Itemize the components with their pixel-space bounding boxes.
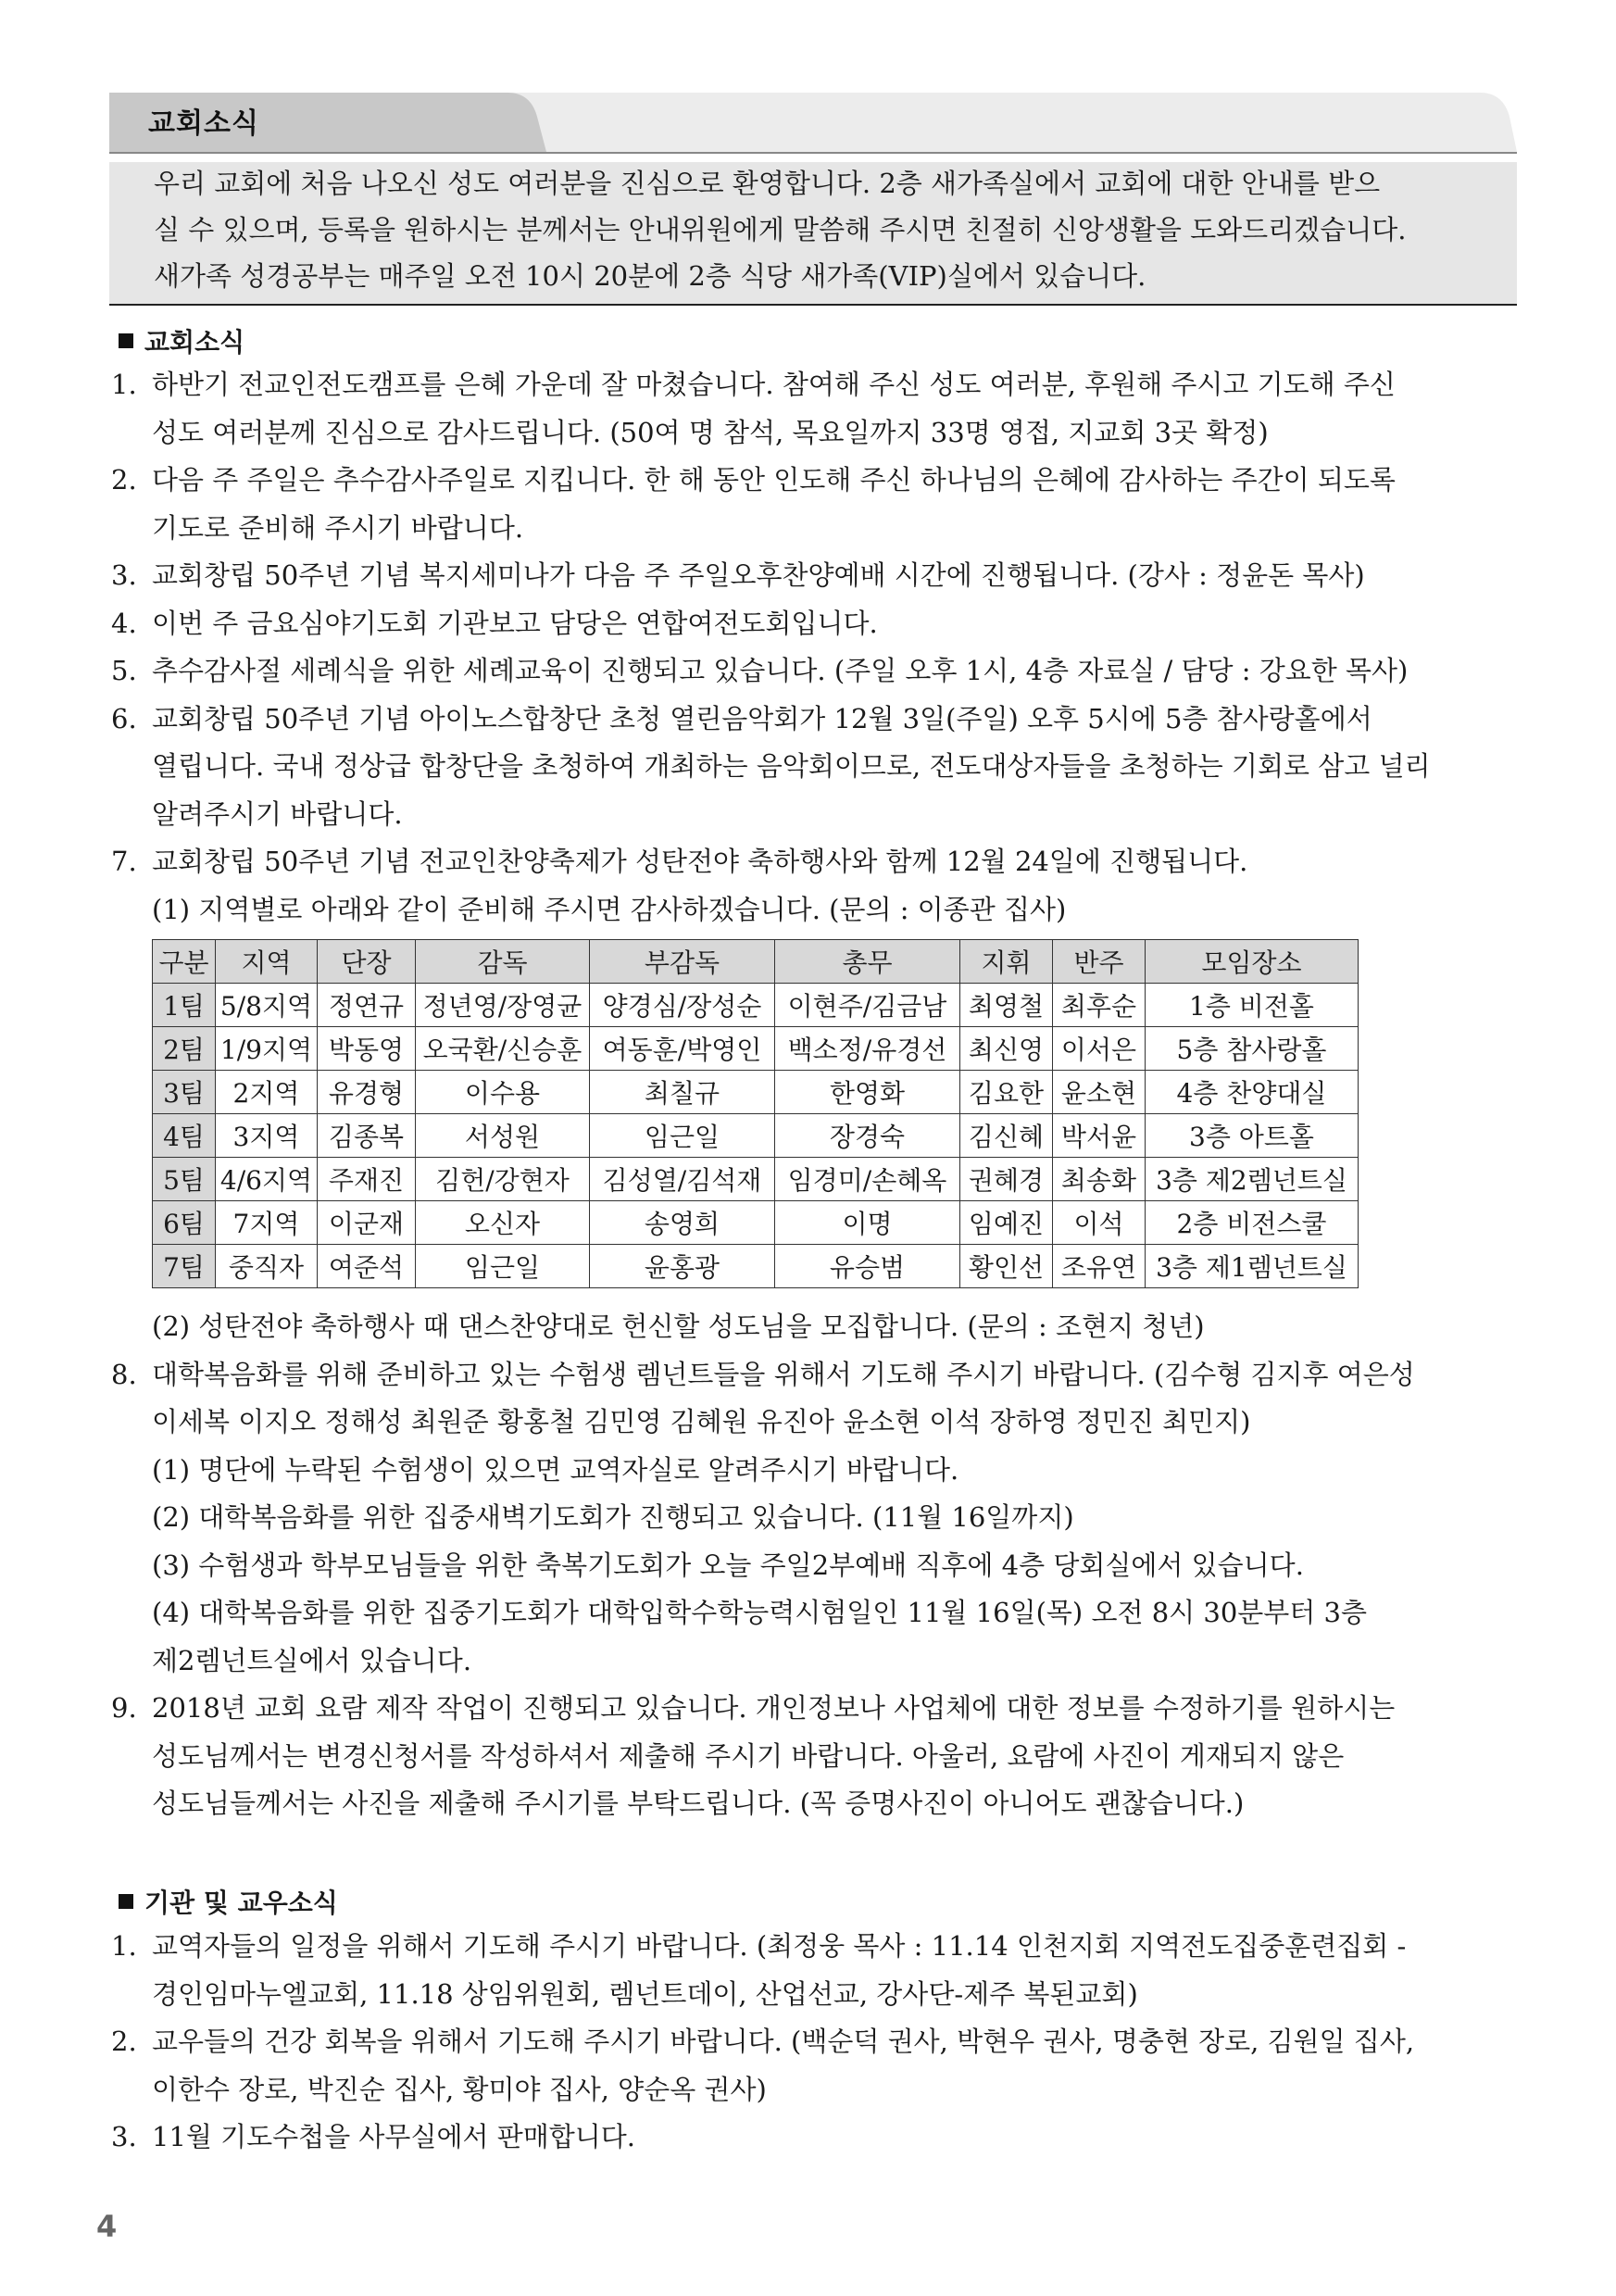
news-line [152, 1501, 1074, 1533]
section-header-bar [109, 89, 1517, 156]
page-title: 교회소식 [148, 107, 259, 140]
table-cell: 김성열/김석재 [590, 1158, 775, 1201]
table-cell: 최송화 [1053, 1158, 1146, 1201]
item-number: 9. [111, 1692, 137, 1724]
welcome-line: 우리 교회에 처음 나오신 성도 여러분을 진심으로 환영합니다. 2층 새가족실에서 교회에 대한 안내를 받으 [154, 168, 1381, 199]
item-text: 하반기 전교인전도캠프를 은혜 가운데 잘 마쳤습니다. 참여해 주신 성도 여러분, 후원해 주시고 기도해 주신 [152, 369, 1396, 400]
section-heading-text: 기관 및 교우소식 [144, 1888, 338, 1918]
news-line [111, 464, 1396, 496]
table-cell: 2지역 [216, 1071, 318, 1114]
news-line [111, 655, 1408, 686]
item-number: 8. [111, 1358, 137, 1390]
table-header-cell: 지휘 [960, 940, 1053, 984]
table-cell: 최영철 [960, 984, 1053, 1027]
table-cell: 3층 아트홀 [1146, 1114, 1359, 1158]
item-number: 5. [111, 655, 137, 686]
item-text: (3) 수험생과 학부모님들을 위한 축복기도회가 오늘 주일2부예배 직후에 4층 당회실에서 있습니다. [152, 1549, 1304, 1581]
team-name-cell: 5팀 [153, 1158, 216, 1201]
news-line [111, 559, 1365, 591]
table-cell: 여동훈/박영인 [590, 1027, 775, 1071]
news-line [152, 750, 1430, 782]
table-cell: 4/6지역 [216, 1158, 318, 1201]
item-text: 성도님께서는 변경신청서를 작성하셔서 제출해 주시기 바랍니다. 아울러, 요람에 사진이 게재되지 않은 [152, 1739, 1345, 1772]
news-line [111, 608, 878, 639]
item-text: 열립니다. 국내 정상급 합창단을 초청하여 개최하는 음악회이므로, 전도대상자들을 초청하는 기회로 삼고 널리 [152, 750, 1431, 782]
table-cell: 이석 [1053, 1201, 1146, 1245]
item-text: (1) 명단에 누락된 수험생이 있으면 교역자실로 알려주시기 바랍니다. [152, 1453, 959, 1486]
table-cell: 황인선 [960, 1245, 1053, 1288]
table-cell: 1/9지역 [216, 1027, 318, 1071]
table-row [153, 1158, 1359, 1201]
square-bullet-icon [119, 333, 133, 348]
header-tab-shape [109, 89, 1517, 156]
item-text: 대학복음화를 위해 준비하고 있는 수험생 렘넌트들을 위해서 기도해 주시기 바랍니다. (김수형 김지후 여은성 [152, 1358, 1415, 1390]
table-cell: 김종복 [318, 1114, 416, 1158]
table-cell: 1층 비전홀 [1146, 984, 1359, 1027]
team-name-cell: 6팀 [153, 1201, 216, 1245]
welcome-box [109, 162, 1517, 306]
table-cell: 김헌/강현자 [416, 1158, 590, 1201]
table-row [153, 984, 1359, 1027]
table-cell: 이명 [775, 1201, 960, 1245]
news-line [111, 1930, 1406, 1962]
square-bullet-icon [119, 1894, 133, 1909]
item-text: 제2렘넌트실에서 있습니다. [152, 1644, 472, 1676]
table-row [153, 1027, 1359, 1071]
news-line [152, 1454, 958, 1486]
welcome-line: 새가족 성경공부는 매주일 오전 10시 20분에 2층 식당 새가족(VIP)실에서 있습니다. [154, 260, 1146, 292]
item-text: (2) 대학복음화를 위한 집중새벽기도회가 진행되고 있습니다. (11월 16일까지) [152, 1501, 1074, 1533]
item-number: 7. [111, 846, 137, 877]
item-number: 2. [111, 464, 137, 496]
table-cell: 백소정/유경선 [775, 1027, 960, 1071]
table-cell: 정년영/장영균 [416, 984, 590, 1027]
table-cell: 이서은 [1053, 1027, 1146, 1071]
table-cell: 유승범 [775, 1245, 960, 1288]
news-line [152, 894, 1066, 925]
table-header-cell: 단장 [318, 940, 416, 984]
news-line [152, 1788, 1244, 1819]
welcome-line: 실 수 있으며, 등록을 원하시는 분께서는 안내위원에게 말씀해 주시면 친절히 신앙생활을 도와드리겠습니다. [154, 214, 1407, 245]
item-text: 2018년 교회 요람 제작 작업이 진행되고 있습니다. 개인정보나 사업체에 대한 정보를 수정하기를 원하시는 [152, 1692, 1396, 1724]
item-number: 3. [111, 559, 137, 591]
table-cell: 한영화 [775, 1071, 960, 1114]
team-name-cell: 1팀 [153, 984, 216, 1027]
news-line [111, 2026, 1414, 2057]
item-text: 교회창립 50주년 기념 복지세미나가 다음 주 주일오후찬양예배 시간에 진행됩니다. (강사 : 정윤돈 목사) [152, 559, 1365, 591]
table-cell: 정연규 [318, 984, 416, 1027]
team-name-cell: 2팀 [153, 1027, 216, 1071]
table-cell: 임근일 [416, 1245, 590, 1288]
item-text: (2) 성탄전야 축하행사 때 댄스찬양대로 헌신할 성도님을 모집합니다. (문의 : 조현지 청년) [152, 1311, 1205, 1342]
news-line [152, 1597, 1367, 1628]
table-cell: 윤홍광 [590, 1245, 775, 1288]
table-header-row [153, 940, 1359, 984]
table-cell: 최칠규 [590, 1071, 775, 1114]
team-name-cell: 7팀 [153, 1245, 216, 1288]
item-text: 이한수 장로, 박진순 집사, 황미야 집사, 양순옥 권사) [152, 2073, 767, 2105]
item-text: 성도님들께서는 사진을 제출해 주시기를 부탁드립니다. (꼭 증명사진이 아니어도 괜찮습니다.) [152, 1788, 1245, 1819]
item-text: 다음 주 주일은 추수감사주일로 지킵니다. 한 해 동안 인도해 주신 하나님의 은혜에 감사하는 주간이 되도록 [152, 464, 1396, 496]
team-name-cell: 4팀 [153, 1114, 216, 1158]
item-text: 교역자들의 일정을 위해서 기도해 주시기 바랍니다. (최정웅 목사 : 11.14 인천지회 지역전도집중훈련집회 - [152, 1930, 1407, 1962]
table-cell: 임경미/손혜옥 [775, 1158, 960, 1201]
item-text: 교우들의 건강 회복을 위해서 기도해 주시기 바랍니다. (백순덕 권사, 박현우 권사, 명충현 장로, 김원일 집사, [152, 2026, 1415, 2057]
item-text: (4) 대학복음화를 위한 집중기도회가 대학입학수학능력시험일인 11월 16일(목) 오전 8시 30분부터 3층 [152, 1597, 1367, 1628]
news-line [152, 2074, 767, 2105]
table-cell: 박서윤 [1053, 1114, 1146, 1158]
item-text: 알려주시기 바랍니다. [152, 797, 403, 830]
table-cell: 장경숙 [775, 1114, 960, 1158]
table-cell: 이현주/김금남 [775, 984, 960, 1027]
table-cell: 최신영 [960, 1027, 1053, 1071]
item-number: 4. [111, 607, 137, 639]
table-header-cell: 감독 [416, 940, 590, 984]
table-cell: 5층 참사랑홀 [1146, 1027, 1359, 1071]
table-cell: 김요한 [960, 1071, 1053, 1114]
table-cell: 유경형 [318, 1071, 416, 1114]
table-row [153, 1201, 1359, 1245]
table-cell: 3지역 [216, 1114, 318, 1158]
table-cell: 이수용 [416, 1071, 590, 1114]
item-text: 성도 여러분께 진심으로 감사드립니다. (50여 명 참석, 목요일까지 33명 영접, 지교회 3곳 확정) [152, 416, 1269, 448]
table-header-cell: 총무 [775, 940, 960, 984]
table-cell: 이군재 [318, 1201, 416, 1245]
table-cell: 박동영 [318, 1027, 416, 1071]
table-cell: 여준석 [318, 1245, 416, 1288]
table-row [153, 1114, 1359, 1158]
item-text: 교회창립 50주년 기념 아이노스합창단 초청 열린음악회가 12월 3일(주일) 오후 5시에 5층 참사랑홀에서 [152, 702, 1372, 734]
table-cell: 조유연 [1053, 1245, 1146, 1288]
news-line [152, 1406, 1250, 1437]
table-cell: 7지역 [216, 1201, 318, 1245]
table-cell: 송영희 [590, 1201, 775, 1245]
item-text: 이세복 이지오 정해성 최원준 황홍철 김민영 김혜원 유진아 윤소현 이석 장하영 정민진 최민지) [152, 1406, 1251, 1437]
table-cell: 중직자 [216, 1245, 318, 1288]
news-line [152, 1740, 1344, 1772]
news-line [111, 1359, 1415, 1390]
table-cell: 권혜경 [960, 1158, 1053, 1201]
item-text: 교회창립 50주년 기념 전교인찬양축제가 성탄전야 축하행사와 함께 12월 24일에 진행됩니다. [152, 846, 1248, 877]
item-text: 경인임마누엘교회, 11.18 상임위원회, 렘넌트데이, 산업선교, 강사단-제주 복된교회) [152, 1977, 1138, 2010]
news-line [152, 417, 1269, 448]
table-row [153, 1071, 1359, 1114]
table-cell: 5/8지역 [216, 984, 318, 1027]
table-header-cell: 모임장소 [1146, 940, 1359, 984]
table-cell: 주재진 [318, 1158, 416, 1201]
news-line [152, 1549, 1304, 1581]
team-name-cell: 3팀 [153, 1071, 216, 1114]
section-heading-church-news [119, 322, 244, 359]
item-text: 추수감사절 세례식을 위한 세례교육이 진행되고 있습니다. (주일 오후 1시, 4층 자료실 / 담당 : 강요한 목사) [152, 655, 1409, 686]
table-row [153, 1245, 1359, 1288]
news-line [111, 703, 1372, 734]
table-cell: 오신자 [416, 1201, 590, 1245]
table-cell: 최후순 [1053, 984, 1146, 1027]
item-text: 11월 기도수첩을 사무실에서 판매합니다. [152, 2121, 635, 2152]
table-body [153, 984, 1359, 1288]
table-header-cell: 구분 [153, 940, 216, 984]
table-header-cell: 지역 [216, 940, 318, 984]
item-number: 2. [111, 2026, 137, 2057]
table-cell: 임근일 [590, 1114, 775, 1158]
table-cell: 2층 비전스쿨 [1146, 1201, 1359, 1245]
table-cell: 4층 찬양대실 [1146, 1071, 1359, 1114]
page-number: 4 [96, 2209, 118, 2244]
news-line [111, 846, 1247, 877]
news-line [111, 369, 1396, 400]
item-number: 6. [111, 702, 137, 734]
item-text: 기도로 준비해 주시기 바랍니다. [152, 511, 524, 544]
table-cell: 3층 제2렘넌트실 [1146, 1158, 1359, 1201]
table-cell: 김신혜 [960, 1114, 1053, 1158]
item-text: 이번 주 금요심야기도회 기관보고 담당은 연합여전도회입니다. [152, 607, 878, 639]
news-line [111, 1692, 1395, 1724]
news-line [152, 1645, 471, 1676]
team-table [152, 939, 1359, 1288]
table-header-cell: 부감독 [590, 940, 775, 984]
item-number: 1. [111, 1930, 137, 1962]
section-heading-member-news [119, 1883, 338, 1920]
table-cell: 임예진 [960, 1201, 1053, 1245]
news-line [152, 798, 403, 830]
item-number: 1. [111, 369, 137, 400]
table-cell: 오국환/신승훈 [416, 1027, 590, 1071]
table-cell: 서성원 [416, 1114, 590, 1158]
table-cell: 양경심/장성순 [590, 984, 775, 1027]
news-line [111, 2121, 635, 2152]
table-cell: 3층 제1렘넌트실 [1146, 1245, 1359, 1288]
section-heading-text: 교회소식 [144, 327, 245, 358]
item-number: 3. [111, 2121, 137, 2152]
table-header-cell: 반주 [1053, 940, 1146, 984]
news-line [152, 1311, 1205, 1342]
item-text: (1) 지역별로 아래와 같이 준비해 주시면 감사하겠습니다. (문의 : 이종관 집사) [152, 893, 1067, 925]
news-line [152, 512, 523, 544]
news-line [152, 1978, 1138, 2010]
table-cell: 윤소현 [1053, 1071, 1146, 1114]
